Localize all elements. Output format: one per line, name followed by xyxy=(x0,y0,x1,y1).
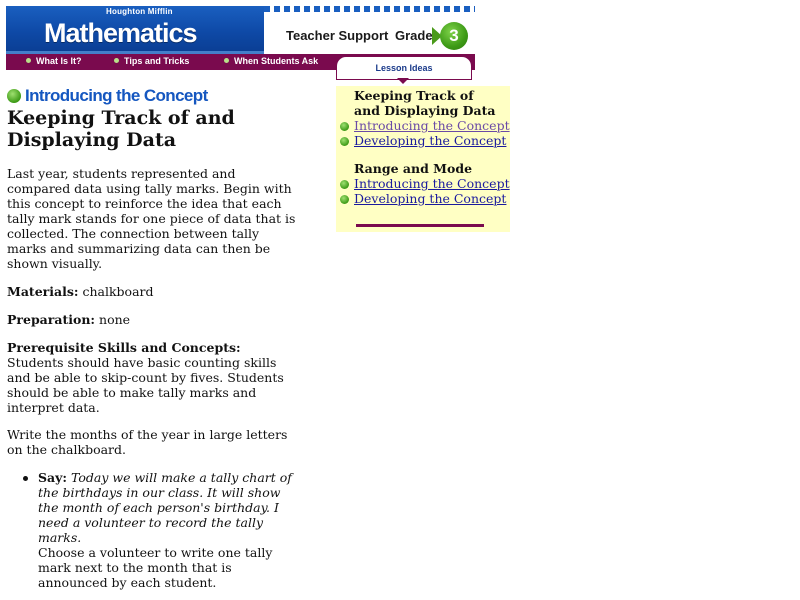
lesson-ideas-panel xyxy=(336,86,510,232)
subject-logo[interactable] xyxy=(6,6,264,54)
link-developing-the-concept[interactable]: Developing the Concept xyxy=(354,133,507,148)
lesson-link-row[interactable] xyxy=(340,133,506,148)
list-bullet-icon xyxy=(23,476,28,481)
green-bullet-icon xyxy=(340,180,349,189)
page-title: Keeping Track of and Displaying Data xyxy=(7,107,235,151)
green-bullet-icon xyxy=(340,122,349,131)
panel-divider xyxy=(356,224,484,227)
prerequisite-block xyxy=(7,340,302,415)
instruction-paragraph: Write the months of the year in large letters on the chalkboard. xyxy=(7,427,288,457)
say-followup: Choose a volunteer to write one tally mark next to the month that is announced by each student. xyxy=(38,545,273,590)
green-bullet-icon xyxy=(7,89,21,103)
section-heading: Introducing the Concept xyxy=(7,86,208,106)
preparation-label: Preparation: xyxy=(7,312,96,327)
lesson-link-row[interactable] xyxy=(340,191,506,206)
header-decoration xyxy=(264,6,475,12)
publisher-name: Houghton Mifflin xyxy=(106,7,173,16)
lesson-section-heading: Range and Mode xyxy=(354,161,473,176)
subject-title: Mathematics xyxy=(44,18,197,48)
say-label: Say: xyxy=(38,470,68,485)
preparation-line xyxy=(7,312,302,327)
prerequisite-label: Prerequisite Skills and Concepts: xyxy=(7,340,241,355)
materials-line xyxy=(7,284,302,299)
header-right xyxy=(264,6,475,54)
grade-label: Grade xyxy=(395,28,433,43)
materials-label: Materials: xyxy=(7,284,79,299)
green-bullet-icon xyxy=(340,137,349,146)
preparation-value: none xyxy=(99,312,131,327)
say-body xyxy=(38,470,304,590)
intro-paragraph: Last year, students represented and compared data using tally marks. Begin with this concept to reinforce the idea that each tally mark stands for one piece of data that is collected. The connection between tally marks and summarizing data can then be shown visually. xyxy=(7,166,296,271)
green-bullet-icon xyxy=(340,195,349,204)
link-introducing-the-concept[interactable]: Introducing the Concept xyxy=(354,176,510,191)
bullet-icon xyxy=(26,58,31,63)
list-item xyxy=(24,470,304,590)
lesson-section-heading: Keeping Track of and Displaying Data xyxy=(354,88,496,118)
header-banner xyxy=(6,6,475,54)
lesson-link-row[interactable] xyxy=(340,118,510,133)
nav-item-tips-and-tricks[interactable]: Tips and Tricks xyxy=(114,56,189,66)
prerequisite-text: Students should have basic counting skills and be able to skip-count by fives. Students should be able to make tally marks and interpret data. xyxy=(7,355,284,415)
nav-item-what-is-it[interactable]: What Is It? xyxy=(26,56,82,66)
tab-lesson-ideas[interactable]: Lesson Ideas xyxy=(336,56,472,80)
lesson-link-row[interactable] xyxy=(340,176,510,191)
link-introducing-the-concept[interactable]: Introducing the Concept xyxy=(354,118,510,133)
grade-badge[interactable]: 3 xyxy=(440,22,468,50)
say-list xyxy=(24,470,304,590)
caret-down-icon xyxy=(397,78,409,84)
materials-value: chalkboard xyxy=(82,284,154,299)
say-text: Today we will make a tally chart of the birthdays in our class. It will show the month of each person's birthday. I need a volunteer to record the tally marks. xyxy=(38,470,292,545)
nav-item-when-students-ask[interactable]: When Students Ask xyxy=(224,56,318,66)
link-developing-the-concept[interactable]: Developing the Concept xyxy=(354,191,507,206)
bullet-icon xyxy=(224,58,229,63)
bullet-icon xyxy=(114,58,119,63)
teacher-support-label: Teacher Support xyxy=(286,28,389,43)
